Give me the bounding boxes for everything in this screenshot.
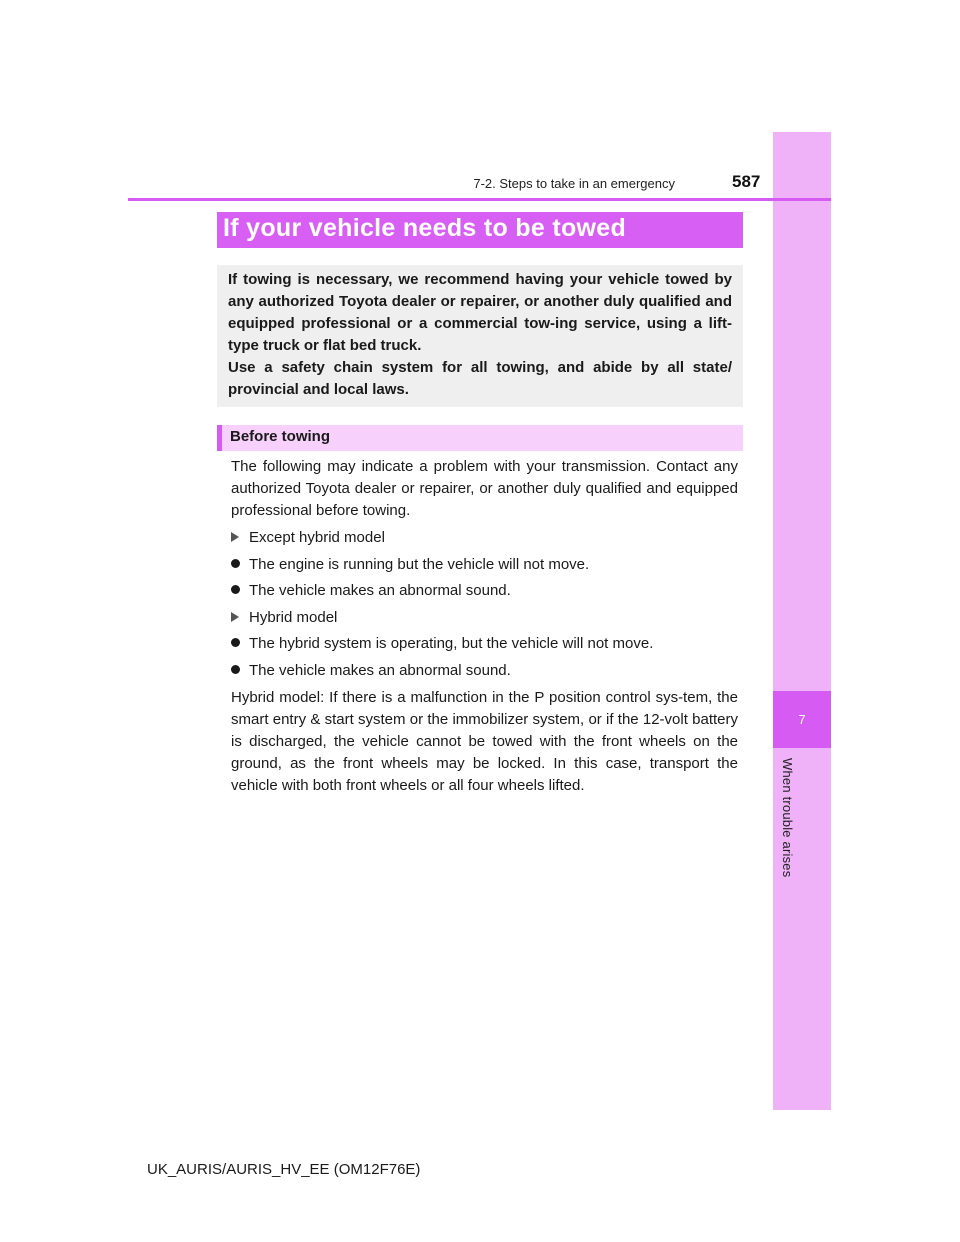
triangle-bullet-icon [231,612,239,622]
header-section-title: 7-2. Steps to take in an emergency [473,176,675,191]
list-item: The hybrid system is operating, but the vehicle will not move. [231,633,741,655]
intro-paragraph-1: If towing is necessary, we recommend having your vehicle towed by any authorized Toyota dealer or repairer, or another duly qualified and equipped professional or a commercial tow-ing service, using a lift-type truck or flat bed truck. [228,271,732,354]
hybrid-note-paragraph: Hybrid model: If there is a malfunction in the P position control sys-tem, the smart entry & start system or the immobilizer system, or if the 12-volt battery is discharged, the vehicle cannot be towed with the front wheels on the ground, as the front wheels may be locked. In this case, transport the vehicle with both front wheels or all four wheels lifted. [231,689,738,794]
subsection-heading-bar [217,425,743,451]
list-item: The engine is running but the vehicle will not move. [231,554,741,576]
list-group-label: Except hybrid model [231,527,741,549]
page-number: 587 [732,172,761,191]
bullet-dot-icon [231,585,240,594]
list-item: The vehicle makes an abnormal sound. [231,660,741,682]
bullet-dot-icon [231,638,240,647]
list-item: The vehicle makes an abnormal sound. [231,580,741,602]
chapter-side-tab [773,132,831,1110]
page-title-bar [217,212,743,248]
chapter-number-tab[interactable] [773,691,831,748]
bullet-dot-icon [231,559,240,568]
triangle-bullet-icon [231,532,239,542]
bullet-dot-icon [231,665,240,674]
chapter-number: 7 [798,712,806,727]
subsection-heading: Before towing [230,428,330,445]
chapter-label: When trouble arises [780,758,795,878]
before-towing-paragraph: The following may indicate a problem with your transmission. Contact any authorized Toyota dealer or repairer, or another duly qualified and equipped professional before towing. [231,458,738,519]
intro-box [217,265,743,407]
list-group-label: Hybrid model [231,607,741,629]
footer-document-code: UK_AURIS/AURIS_HV_EE (OM12F76E) [147,1161,421,1178]
intro-paragraph-2: Use a safety chain system for all towing, and abide by all state/ provincial and local laws. [228,359,732,398]
page-title: If your vehicle needs to be towed [223,214,627,242]
header-divider [128,198,831,201]
